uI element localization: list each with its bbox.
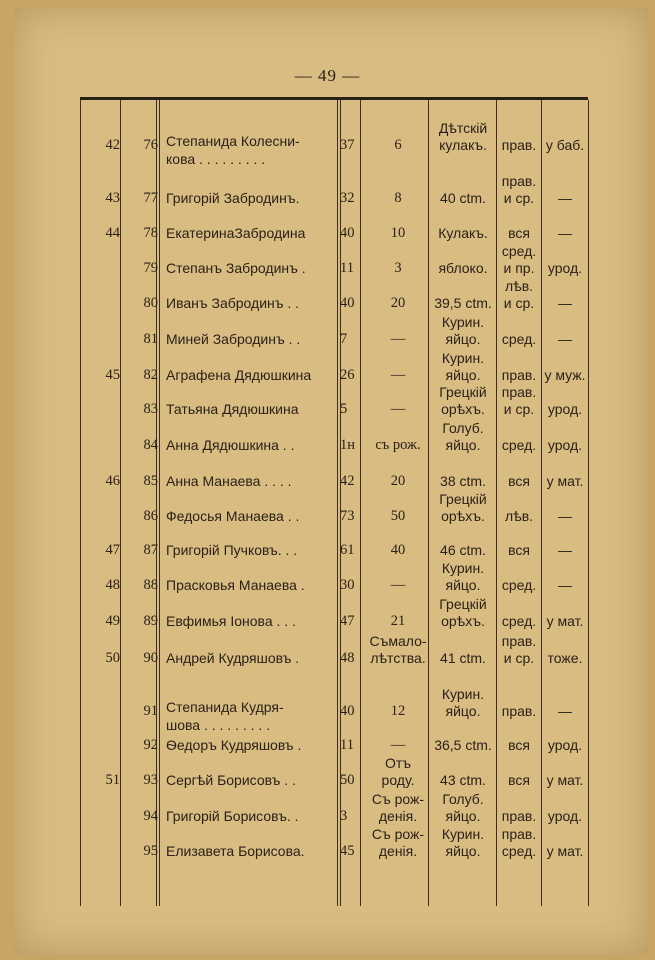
- age-value: 32: [340, 190, 355, 206]
- heredity-note: урод.: [547, 437, 583, 453]
- patient-number: 77: [143, 190, 158, 206]
- patient-name: Федосья Манаева . .: [166, 508, 300, 524]
- gland-side: прав.: [501, 808, 537, 824]
- duration-value: —: [390, 331, 406, 347]
- gland-side: прав.: [501, 173, 537, 189]
- patient-name: Андрей Кудряшовъ .: [166, 650, 300, 666]
- patient-name: Ѳедоръ Кудряшовъ .: [166, 737, 302, 753]
- duration-value: Отъ: [384, 755, 412, 771]
- gland-side: вся: [508, 542, 530, 558]
- duration-value: Съ рож-: [371, 826, 425, 842]
- gland-side-cont: и ср.: [503, 190, 535, 206]
- duration-value: 50: [390, 508, 406, 524]
- goitre-size-cont: орѣхъ.: [441, 613, 485, 629]
- gland-side-cont: и ср.: [503, 650, 535, 666]
- duration-value-cont: роду.: [381, 772, 415, 788]
- duration-value-cont: лѣтства.: [370, 650, 426, 666]
- patient-name: Григорій Забродинъ.: [166, 190, 300, 206]
- duration-value: 8: [394, 190, 402, 206]
- gland-side: прав.: [501, 137, 537, 153]
- duration-value: 20: [390, 473, 406, 489]
- gland-side: сред.: [501, 331, 537, 347]
- gland-side: вся: [508, 225, 530, 241]
- heredity-note: у мат.: [546, 772, 584, 788]
- gland-side: сред.: [501, 577, 537, 593]
- duration-value-cont: денія.: [378, 843, 418, 859]
- goitre-size-cont: яйцо.: [445, 331, 481, 347]
- patient-number: 83: [143, 401, 158, 417]
- duration-value-cont: денія.: [378, 808, 418, 824]
- patient-name: Елизавета Борисова.: [166, 843, 305, 859]
- family-number: 46: [105, 473, 120, 489]
- heredity-note: —: [558, 542, 572, 558]
- gland-side: вся: [508, 473, 530, 489]
- table-border-right: [588, 100, 589, 906]
- gland-side-cont: сред.: [501, 843, 537, 859]
- duration-value: 6: [394, 137, 402, 153]
- patient-number: 92: [143, 737, 158, 753]
- patient-name-cont: шова . . . . . . . . .: [166, 717, 271, 733]
- heredity-note: у мат.: [546, 843, 584, 859]
- age-value: 40: [340, 703, 355, 719]
- gland-side: прав.: [501, 633, 537, 649]
- duration-value: съ рож.: [375, 437, 421, 453]
- gland-side: сред.: [501, 437, 537, 453]
- goitre-size: Курин.: [441, 350, 485, 366]
- patient-number: 78: [143, 225, 158, 241]
- age-value: 45: [340, 843, 355, 859]
- goitre-size-cont: орѣхъ.: [441, 401, 485, 417]
- patient-number: 84: [143, 437, 158, 453]
- heredity-note: урод.: [547, 808, 583, 824]
- goitre-size: 43 ctm.: [440, 772, 486, 788]
- duration-value: —: [390, 737, 406, 753]
- goitre-size: 36,5 ctm.: [434, 737, 492, 753]
- duration-value: —: [390, 577, 406, 593]
- family-number: 44: [105, 225, 120, 241]
- goitre-size: 46 ctm.: [440, 542, 486, 558]
- age-value: 3: [340, 808, 348, 824]
- patient-name: Григорій Пучковъ. . .: [166, 542, 298, 558]
- gland-side: сред.: [501, 243, 537, 259]
- duration-value: 12: [390, 703, 406, 719]
- gland-side: вся: [508, 737, 530, 753]
- heredity-note: —: [558, 703, 572, 719]
- page-number: — 49 —: [294, 66, 361, 85]
- heredity-note: —: [558, 225, 572, 241]
- gland-side: лѣв.: [504, 508, 534, 524]
- gland-side: сред.: [501, 613, 537, 629]
- patient-name: Степанида Кудря-: [166, 699, 284, 715]
- duration-value: 21: [390, 613, 406, 629]
- heredity-note: —: [558, 190, 572, 206]
- goitre-size-cont: яйцо.: [445, 437, 481, 453]
- goitre-size: 40 ctm.: [440, 190, 486, 206]
- goitre-size-cont: яйцо.: [445, 843, 481, 859]
- duration-value: 20: [390, 295, 406, 311]
- duration-value: 10: [390, 225, 406, 241]
- heredity-note: —: [558, 331, 572, 347]
- age-value: 11: [340, 260, 354, 276]
- gland-side-cont: и ср.: [503, 295, 535, 311]
- family-number: 49: [105, 613, 120, 629]
- patient-number: 85: [143, 473, 158, 489]
- family-number: 42: [105, 137, 120, 153]
- patient-name: Миней Забродинъ . .: [166, 331, 301, 347]
- heredity-note: у мат.: [546, 613, 584, 629]
- goitre-size-cont: кулакъ.: [439, 137, 487, 153]
- patient-number: 88: [143, 577, 158, 593]
- patient-number: 82: [143, 367, 158, 383]
- age-value: 40: [340, 295, 355, 311]
- column-rule: [337, 100, 338, 906]
- patient-number: 79: [143, 260, 158, 276]
- age-value: 30: [340, 577, 355, 593]
- patient-name: Татьяна Дядюшкина: [166, 401, 299, 417]
- age-value: 47: [340, 613, 355, 629]
- goitre-size: Грецкій: [439, 596, 487, 612]
- gland-side-cont: и ср.: [503, 401, 535, 417]
- age-value: 11: [340, 737, 354, 753]
- table-border-left: [80, 100, 81, 906]
- age-value: 73: [340, 508, 355, 524]
- duration-value: —: [390, 401, 406, 417]
- heredity-note: у муж.: [544, 367, 586, 383]
- patient-name: Евфимья Іонова . . .: [166, 613, 296, 629]
- goitre-size: Кулакъ.: [438, 225, 488, 241]
- age-value: 61: [340, 542, 355, 558]
- patient-name: Прасковья Манаева .: [166, 577, 305, 593]
- heredity-note: у баб.: [545, 137, 585, 153]
- goitre-size: Голуб.: [442, 791, 484, 807]
- heredity-note: —: [558, 577, 572, 593]
- family-number: 47: [105, 542, 120, 558]
- goitre-size: Дѣтскій: [438, 120, 488, 136]
- goitre-size: Курин.: [441, 686, 485, 702]
- family-number: 51: [105, 772, 120, 788]
- gland-side: прав.: [501, 703, 537, 719]
- family-number: 43: [105, 190, 120, 206]
- goitre-size-cont: яйцо.: [445, 367, 481, 383]
- patient-name: Степанида Колесни-: [166, 133, 300, 149]
- family-number: 45: [105, 367, 120, 383]
- patient-number: 87: [143, 542, 158, 558]
- column-rule: [120, 100, 121, 906]
- duration-value: —: [390, 367, 406, 383]
- patient-name: Григорій Борисовъ. .: [166, 808, 299, 824]
- duration-value: Съмало-: [369, 633, 427, 649]
- heredity-note: —: [558, 508, 572, 524]
- age-value: 42: [340, 473, 355, 489]
- gland-side: лѣв.: [504, 278, 534, 294]
- age-value: 37: [340, 137, 355, 153]
- patient-name: Сергѣй Борисовъ . .: [166, 772, 296, 788]
- gland-side: прав.: [501, 384, 537, 400]
- heredity-note: урод.: [547, 401, 583, 417]
- goitre-size-cont: яйцо.: [445, 577, 481, 593]
- heredity-note: урод.: [547, 260, 583, 276]
- patient-number: 94: [143, 808, 158, 824]
- goitre-size: 41 ctm.: [440, 650, 486, 666]
- patient-number: 81: [143, 331, 158, 347]
- gland-side: прав.: [501, 367, 537, 383]
- goitre-size-cont: яйцо.: [445, 808, 481, 824]
- gland-side: вся: [508, 772, 530, 788]
- heredity-note: урод.: [547, 737, 583, 753]
- goitre-size: Грецкій: [439, 384, 487, 400]
- patient-number: 76: [143, 137, 158, 153]
- goitre-size: Грецкій: [439, 491, 487, 507]
- goitre-size: Курин.: [441, 560, 485, 576]
- age-value: 7: [340, 331, 348, 347]
- age-value: 40: [340, 225, 355, 241]
- goitre-size: яблоко.: [438, 260, 488, 276]
- goitre-size: Курин.: [441, 314, 485, 330]
- patient-number: 95: [143, 843, 158, 859]
- age-value: 5: [340, 401, 348, 417]
- age-value: 26: [340, 367, 355, 383]
- patient-number: 91: [143, 703, 158, 719]
- patient-number: 90: [143, 650, 158, 666]
- heredity-note: у мат.: [546, 473, 584, 489]
- heredity-note: —: [558, 295, 572, 311]
- goitre-size-cont: орѣхъ.: [441, 508, 485, 524]
- patient-name: ЕкатеринаЗабродина: [166, 225, 306, 241]
- age-value: 1н: [340, 437, 356, 453]
- duration-value: 40: [390, 542, 406, 558]
- patient-number: 80: [143, 295, 158, 311]
- patient-name-cont: кова . . . . . . . . .: [166, 151, 266, 167]
- patient-name: Иванъ Забродинъ . .: [166, 295, 300, 311]
- patient-name: Анна Дядюшкина . .: [166, 437, 295, 453]
- patient-name: Степанъ Забродинъ .: [166, 260, 306, 276]
- duration-value: 3: [394, 260, 402, 276]
- goitre-size: Голуб.: [442, 420, 484, 436]
- patient-number: 86: [143, 508, 158, 524]
- gland-side-cont: и пр.: [503, 260, 535, 276]
- family-number: 48: [105, 577, 120, 593]
- goitre-size-cont: яйцо.: [445, 703, 481, 719]
- goitre-size: 39,5 ctm.: [434, 295, 492, 311]
- age-value: 48: [340, 650, 355, 666]
- patient-name: Аграфена Дядюшкина: [166, 367, 312, 383]
- goitre-size: Курин.: [441, 826, 485, 842]
- duration-value: Съ рож-: [371, 791, 425, 807]
- gland-side: прав.: [501, 826, 537, 842]
- family-number: 50: [105, 650, 120, 666]
- heredity-note: тоже.: [547, 650, 583, 666]
- goitre-size: 38 ctm.: [440, 473, 486, 489]
- age-value: 50: [340, 772, 355, 788]
- patient-name: Анна Манаева . . . .: [166, 473, 292, 489]
- patient-number: 89: [143, 613, 158, 629]
- patient-number: 93: [143, 772, 158, 788]
